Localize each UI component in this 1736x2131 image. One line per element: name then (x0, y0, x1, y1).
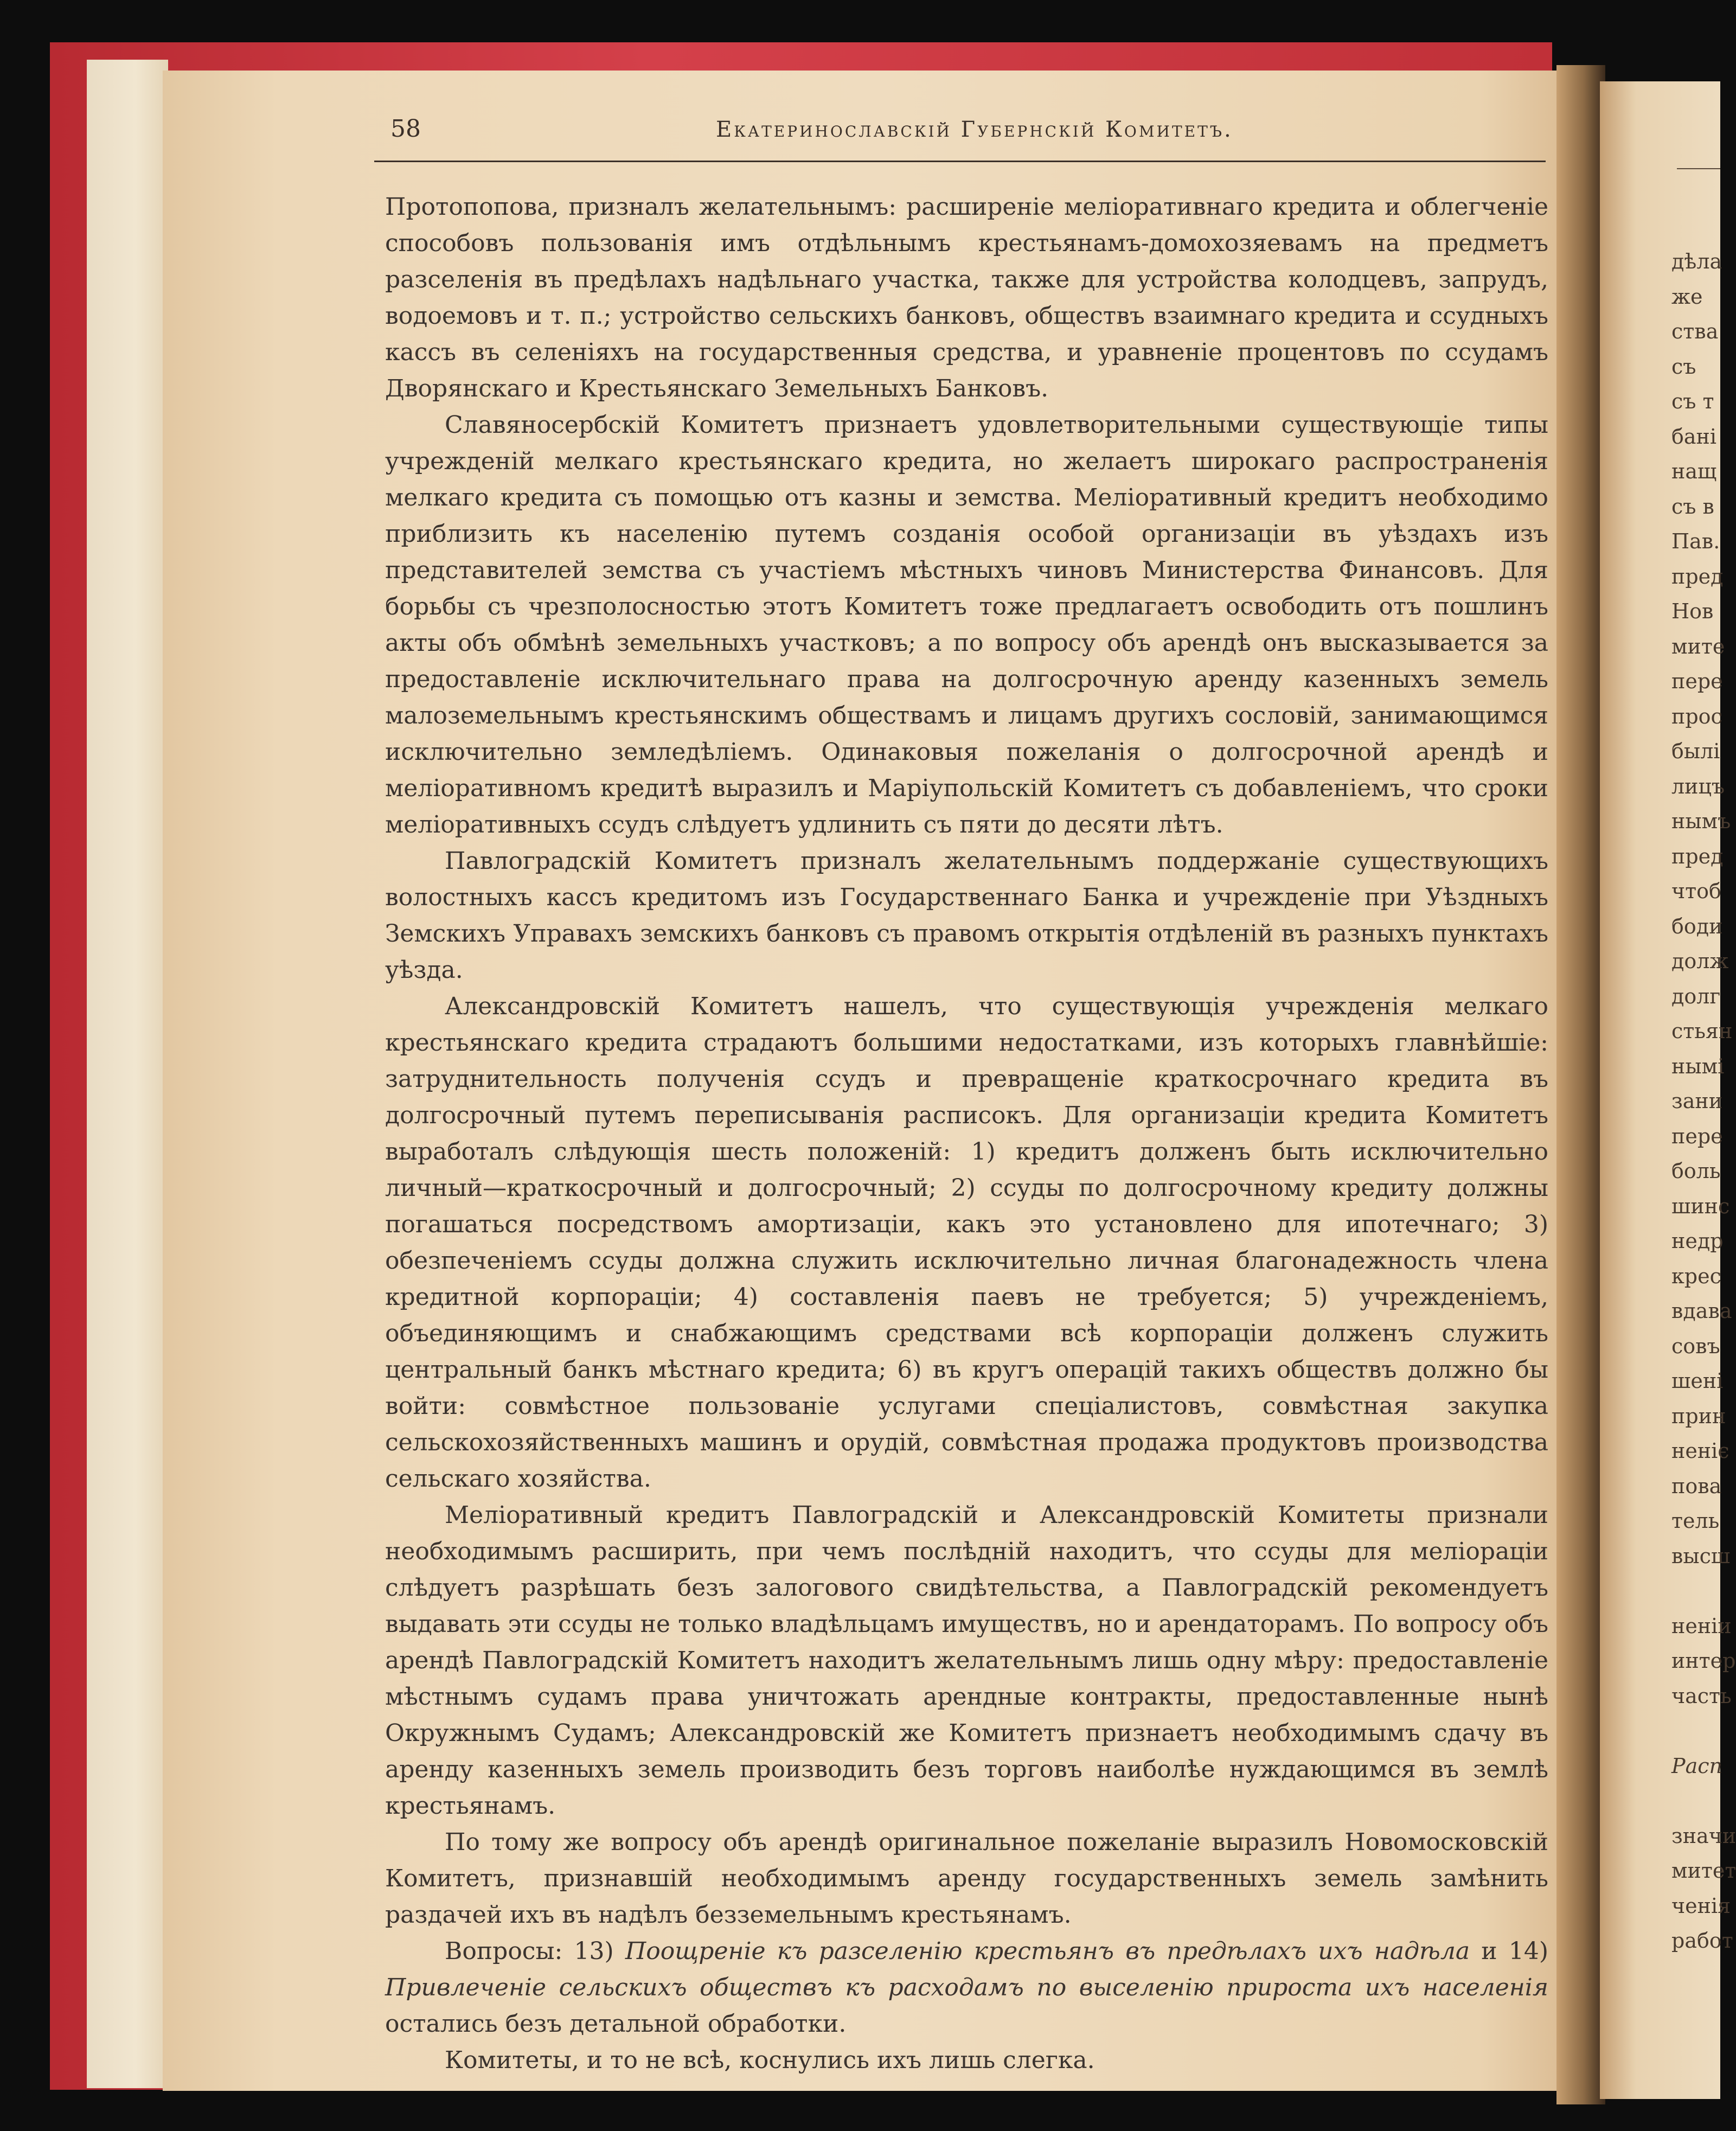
paragraph-questions (385, 1933, 1548, 2042)
next-page-fragment: крес (1671, 1264, 1721, 1288)
next-page-fragment: зани (1671, 1089, 1723, 1113)
next-page-fragment: лицъ (1671, 774, 1725, 798)
next-page-fragment: часть (1671, 1684, 1732, 1708)
next-page-fragment: пере (1671, 669, 1723, 693)
next-page-fragment: пред (1671, 844, 1724, 868)
next-page-fragment: нащ (1671, 459, 1717, 483)
running-title: Екатеринославскій Губернскій Комитетъ. (716, 117, 1233, 142)
next-page-fragment: пред (1671, 564, 1724, 588)
paragraph-4: Александровскій Комитетъ нашелъ, что существующія учрежденія мелкаго крестьянскаго кредита страдаютъ большими недостатками, изъ которыхъ главнѣйшіе: затруднительность полученія ссудъ и превращеніе краткосрочнаго кредита въ долгосрочный путемъ переписыванія расписокъ. Для организаціи кредита Комитетъ выработалъ слѣдующія шесть положеній: 1) кредитъ долженъ быть исключительно личный—краткосрочный и долгосрочный; 2) ссуды по долгосрочному кредиту должны погашаться посредствомъ амортизаціи, какъ это установлено для ипотечнаго; 3) обезпеченіемъ ссуды должна служить исключительно личная благонадежность члена кредитной корпораціи; 4) составленія паевъ не требуется; 5) учрежденіемъ, объединяющимъ и снабжающимъ средствами всѣ корпораціи долженъ служить центральный банкъ мѣстнаго кредита; 6) въ кругъ операцій такихъ обществъ должно бы войти: совмѣстное пользованіе услугами спеціалистовъ, совмѣстная закупка сельскохозяйственныхъ машинъ и орудій, совмѣстная продажа продуктовъ производства сельскаго хозяйства. (385, 993, 1548, 1493)
paragraph-6: По тому же вопросу объ арендѣ оригинальное пожеланіе выразилъ Новомосковскій Комитетъ, признавшій необходимымъ аренду государственныхъ земель замѣнить раздачей ихъ въ надѣлъ безземельнымъ крестьянамъ. (385, 1828, 1548, 1929)
next-page-fragment: Расп (1671, 1754, 1722, 1778)
next-page-fragment: съ в (1671, 494, 1714, 519)
next-page-fragment: чтоб (1671, 879, 1721, 903)
next-page-fragment: высш (1671, 1544, 1731, 1568)
page-number: 58 (390, 115, 421, 143)
question-13-title: Поощреніе къ разселенію крестьянъ въ предѣлахъ ихъ надѣла (625, 1937, 1470, 1965)
next-page-fragment: вдава (1671, 1299, 1732, 1323)
flyleaf (87, 60, 168, 2088)
next-page-fragment: стьян (1671, 1019, 1733, 1043)
paragraph-3: Павлоградскій Комитетъ призналъ желательнымъ поддержаніе существующихъ волостныхъ кассъ кредитомъ изъ Государственнаго Банка и учрежденіе при Уѣздныхъ Земскихъ Управахъ земскихъ банковъ съ правомъ открытія отдѣленій въ разныхъ пунктахъ уѣзда. (385, 847, 1548, 984)
paragraph-1: Протопопова, призналъ желательнымъ: расширеніе меліоративнаго кредита и облегченіе способовъ пользованія имъ отдѣльнымъ крестьянамъ-домохозяевамъ на предметъ разселенія въ предѣлахъ надѣльнаго участка, также для устройства колодцевъ, запрудъ, водоемовъ и т. п.; устройство сельскихъ банковъ, обществъ взаимнаго кредита и ссудныхъ кассъ въ селеніяхъ на государственныя средства, и уравненіе процентовъ по ссудамъ Дворянскаго и Крестьянскаго Земельныхъ Банковъ. (385, 193, 1548, 402)
next-page-fragment: митет (1671, 1859, 1736, 1883)
next-page-fragment: шені (1671, 1369, 1724, 1393)
next-page-fragment: долг (1671, 984, 1721, 1008)
next-page-fragment: пере (1671, 1124, 1723, 1148)
questions-prefix: Вопросы: 13) (445, 1937, 625, 1965)
next-page-fragment: пова (1671, 1474, 1722, 1498)
next-page-fragment: интер (1671, 1649, 1736, 1673)
next-page-fragment: совъ (1671, 1334, 1720, 1358)
next-page-fragment: нымъ (1671, 809, 1731, 833)
question-14-title: Привлеченіе сельскихъ обществъ къ расходамъ по выселенію прироста ихъ населенія (385, 1974, 1548, 2001)
next-page-fragment: бані (1671, 424, 1717, 449)
paragraph-last: Комитеты, и то не всѣ, коснулись ихъ лишь слегка. (445, 2046, 1095, 2074)
body-text (385, 189, 1548, 2078)
next-page-fragment: недр (1671, 1229, 1724, 1253)
next-page-fragment: мите (1671, 634, 1725, 658)
next-page-fragment: ства (1671, 319, 1719, 343)
next-page-fragment: боль (1671, 1159, 1721, 1183)
next-page-fragment: долж (1671, 949, 1729, 973)
next-page-fragment: прос (1671, 704, 1722, 728)
next-page-fragment: съ т (1671, 389, 1714, 413)
page-header (374, 115, 1546, 158)
next-page-rule (1677, 168, 1720, 169)
questions-mid: и 14) (1470, 1937, 1549, 1965)
next-page-fragment: же (1671, 284, 1703, 309)
next-page-fragment: нымі (1671, 1054, 1725, 1078)
next-page-fragment: значи (1671, 1823, 1736, 1848)
paragraph-2: Славяносербскій Комитетъ признаетъ удовлетворительными существующіе типы учрежденій мелкаго крестьянскаго кредита, но желаетъ широкаго распространенія мелкаго кредита съ помощью отъ казны и земства. Меліоративный кредитъ необходимо приблизить къ населенію путемъ созданія особой организаціи въ уѣздахъ изъ представителей земства съ участіемъ мѣстныхъ чиновъ Министерства Финансовъ. Для борьбы съ чрезполосностью этотъ Комитетъ тоже предлагаетъ освободить отъ пошлинъ акты объ обмѣнѣ земельныхъ участковъ; а по вопросу объ арендѣ онъ высказывается за предоставленіе исключительнаго права на долгосрочную аренду казенныхъ земель малоземельнымъ крестьянскимъ обществамъ и лицамъ другихъ сословій, занимающимся исключительно земледѣліемъ. Одинаковыя пожеланія о долгосрочной арендѣ и меліоративномъ кредитѣ выразилъ и Маріупольскій Комитетъ съ добавленіемъ, что сроки меліоративныхъ ссудъ слѣдуетъ удлинить съ пяти до десяти лѣтъ. (385, 411, 1548, 839)
next-page-fragment: шинс (1671, 1194, 1730, 1218)
book-gutter (1556, 65, 1605, 2104)
header-rule (374, 161, 1546, 162)
paragraph-5: Меліоративный кредитъ Павлоградскій и Александровскій Комитеты признали необходимымъ расширить, при чемъ послѣдній находитъ, что ссуды для меліораціи слѣдуетъ разрѣшать безъ залогового свидѣтельства, а Павлоградскій рекомендуетъ выдавать эти ссуды не только владѣльцамъ имуществъ, но и арендаторамъ. По вопросу объ арендѣ Павлоградскій Комитетъ находитъ желательнымъ лишь одну мѣру: предоставленіе мѣстнымъ судамъ права уничтожать арендные контракты, предоставленные нынѣ Окружнымъ Судамъ; Александровскій же Комитетъ признаетъ необходимымъ сдачу въ аренду казенныхъ земель производить безъ торговъ наиболѣе нуждающимся въ землѣ крестьянамъ. (385, 1501, 1548, 1820)
questions-suffix: остались безъ детальной обработки. (385, 2010, 847, 2038)
next-page-fragment: Пав. (1671, 529, 1720, 553)
next-page-fragment: тель (1671, 1509, 1720, 1533)
next-page-fragment: ченія (1671, 1893, 1731, 1918)
next-page-fragment: работ (1671, 1929, 1733, 1953)
next-page-fragment: дѣла (1671, 249, 1722, 273)
next-page-fragment: съ (1671, 354, 1696, 379)
next-page-fragment: неніи (1671, 1614, 1732, 1638)
next-page-fragment: неніє (1671, 1439, 1729, 1463)
next-page-fragment: прин (1671, 1404, 1726, 1428)
next-page-fragment: Нов (1671, 599, 1714, 623)
next-page-fragment: боди (1671, 914, 1723, 938)
next-page-fragment: былі (1671, 739, 1720, 763)
